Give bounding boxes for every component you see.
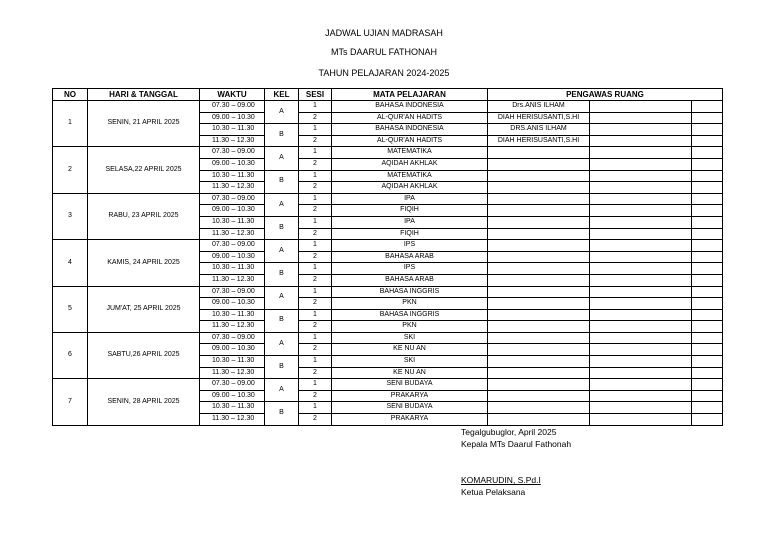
proctor-sign [692, 251, 723, 263]
proctor-sign [692, 356, 723, 368]
proctor-extra [590, 356, 692, 368]
proctor-sign [692, 379, 723, 391]
proctor-sign [692, 170, 723, 182]
table-header-row [53, 89, 723, 101]
subject: PRAKARYA [332, 414, 488, 426]
time-slot: 11.30 – 12.30 [200, 367, 265, 379]
signatory-name: KOMARUDIN, S.Pd.I [461, 475, 541, 485]
time-slot: 11.30 – 12.30 [200, 135, 265, 147]
session-number: 1 [299, 124, 332, 136]
proctor-sign [692, 367, 723, 379]
col-header-mapel: MATA PELAJARAN [332, 89, 488, 101]
proctor [488, 286, 590, 298]
subject: IPS [332, 263, 488, 275]
time-slot: 07.30 – 09.00 [200, 193, 265, 205]
class-group: A [265, 379, 299, 402]
proctor-extra [590, 309, 692, 321]
time-slot: 10.30 – 11.30 [200, 170, 265, 182]
session-number: 1 [299, 286, 332, 298]
proctor-sign [692, 309, 723, 321]
time-slot: 10.30 – 11.30 [200, 263, 265, 275]
subject: IPA [332, 193, 488, 205]
time-slot: 09.00 – 10.30 [200, 112, 265, 124]
table-row [53, 286, 723, 298]
proctor-sign [692, 147, 723, 159]
proctor-extra [590, 332, 692, 344]
session-number: 1 [299, 101, 332, 113]
proctor-sign [692, 240, 723, 252]
school-name: MTs DAARUL FATHONAH [330, 47, 437, 57]
time-slot: 11.30 – 12.30 [200, 414, 265, 426]
class-group: B [265, 124, 299, 147]
time-slot: 10.30 – 11.30 [200, 356, 265, 368]
col-header-pengawas: PENGAWAS RUANG [488, 89, 723, 101]
proctor-extra [590, 205, 692, 217]
class-group: A [265, 101, 299, 124]
subject: KE NU AN [332, 367, 488, 379]
time-slot: 09.00 – 10.30 [200, 205, 265, 217]
proctor-sign [692, 274, 723, 286]
session-number: 1 [299, 216, 332, 228]
class-group: B [265, 309, 299, 332]
session-number: 1 [299, 240, 332, 252]
proctor-extra [590, 147, 692, 159]
class-group: B [265, 356, 299, 379]
proctor [488, 274, 590, 286]
signature-position: Kepala MTs Daarul Fathonah [461, 439, 572, 449]
subject: BAHASA INDONESIA [332, 124, 488, 136]
proctor-extra [590, 251, 692, 263]
academic-year: TAHUN PELAJARAN 2024-2025 [318, 68, 450, 78]
proctor [488, 158, 590, 170]
proctor-sign [692, 286, 723, 298]
time-slot: 11.30 – 12.30 [200, 274, 265, 286]
class-group: A [265, 332, 299, 355]
proctor-extra [590, 228, 692, 240]
time-slot: 07.30 – 09.00 [200, 240, 265, 252]
proctor: DIAH HERISUSANTI,S.HI [488, 112, 590, 124]
time-slot: 10.30 – 11.30 [200, 216, 265, 228]
day-number: 6 [53, 332, 88, 378]
proctor [488, 228, 590, 240]
proctor [488, 356, 590, 368]
proctor-sign [692, 193, 723, 205]
proctor [488, 344, 590, 356]
time-slot: 09.00 – 10.30 [200, 298, 265, 310]
document-title: JADWAL UJIAN MADRASAH [325, 28, 443, 38]
proctor [488, 309, 590, 321]
proctor-sign [692, 263, 723, 275]
subject: IPS [332, 240, 488, 252]
proctor [488, 205, 590, 217]
table-row [53, 240, 723, 252]
class-group: A [265, 240, 299, 263]
table-row [53, 147, 723, 159]
day-date: RABU, 23 APRIL 2025 [88, 193, 200, 239]
subject: PRAKARYA [332, 390, 488, 402]
signature-place-date: Tegalgubuglor, April 2025 [461, 427, 557, 437]
table-row [53, 379, 723, 391]
time-slot: 07.30 – 09.00 [200, 101, 265, 113]
proctor [488, 193, 590, 205]
session-number: 2 [299, 390, 332, 402]
session-number: 2 [299, 182, 332, 194]
proctor [488, 147, 590, 159]
proctor [488, 321, 590, 333]
proctor-sign [692, 298, 723, 310]
proctor-extra [590, 390, 692, 402]
proctor-sign [692, 135, 723, 147]
table-row [53, 101, 723, 113]
proctor: DIAH HERISUSANTI,S.HI [488, 135, 590, 147]
signatory-role: Ketua Pelaksana [461, 487, 526, 497]
session-number: 2 [299, 367, 332, 379]
proctor-sign [692, 402, 723, 414]
proctor-sign [692, 112, 723, 124]
proctor [488, 240, 590, 252]
time-slot: 09.00 – 10.30 [200, 390, 265, 402]
subject: AQIDAH AKHLAK [332, 158, 488, 170]
subject: SENI BUDAYA [332, 402, 488, 414]
proctor-sign [692, 332, 723, 344]
proctor-extra [590, 367, 692, 379]
session-number: 1 [299, 263, 332, 275]
proctor [488, 170, 590, 182]
proctor [488, 182, 590, 194]
proctor [488, 263, 590, 275]
proctor-sign [692, 228, 723, 240]
proctor: DRS.ANIS ILHAM [488, 124, 590, 136]
table-row [53, 193, 723, 205]
time-slot: 07.30 – 09.00 [200, 147, 265, 159]
proctor-sign [692, 216, 723, 228]
day-number: 1 [53, 101, 88, 147]
day-number: 5 [53, 286, 88, 332]
proctor-extra [590, 182, 692, 194]
class-group: B [265, 402, 299, 425]
day-number: 3 [53, 193, 88, 239]
proctor-extra [590, 101, 692, 113]
session-number: 1 [299, 402, 332, 414]
subject: SKI [332, 356, 488, 368]
day-date: SELASA,22 APRIL 2025 [88, 147, 200, 193]
col-header-kel: KEL [265, 89, 299, 101]
day-date: JUM'AT, 25 APRIL 2025 [88, 286, 200, 332]
subject: FIQIH [332, 205, 488, 217]
subject: BAHASA ARAB [332, 251, 488, 263]
col-header-no: NO [53, 89, 88, 101]
class-group: A [265, 193, 299, 216]
proctor [488, 216, 590, 228]
proctor-extra [590, 344, 692, 356]
session-number: 2 [299, 298, 332, 310]
subject: AL-QUR'AN HADITS [332, 135, 488, 147]
day-date: SABTU,26 APRIL 2025 [88, 332, 200, 378]
table-row [53, 332, 723, 344]
subject: IPA [332, 216, 488, 228]
proctor-extra [590, 298, 692, 310]
day-date: SENIN, 21 APRIL 2025 [88, 101, 200, 147]
proctor-extra [590, 124, 692, 136]
proctor-sign [692, 124, 723, 136]
exam-schedule-table [52, 88, 723, 426]
time-slot: 11.30 – 12.30 [200, 321, 265, 333]
proctor-extra [590, 135, 692, 147]
proctor [488, 298, 590, 310]
session-number: 1 [299, 147, 332, 159]
subject: SENI BUDAYA [332, 379, 488, 391]
time-slot: 11.30 – 12.30 [200, 228, 265, 240]
proctor-extra [590, 274, 692, 286]
subject: BAHASA INGGRIS [332, 309, 488, 321]
proctor [488, 332, 590, 344]
schedule-body [53, 101, 723, 426]
class-group: B [265, 216, 299, 239]
time-slot: 10.30 – 11.30 [200, 124, 265, 136]
col-header-hari: HARI & TANGGAL [88, 89, 200, 101]
proctor [488, 390, 590, 402]
proctor-extra [590, 286, 692, 298]
session-number: 2 [299, 228, 332, 240]
class-group: B [265, 263, 299, 286]
proctor [488, 251, 590, 263]
proctor-sign [692, 158, 723, 170]
subject: KE NU AN [332, 344, 488, 356]
time-slot: 07.30 – 09.00 [200, 286, 265, 298]
session-number: 1 [299, 193, 332, 205]
day-date: KAMIS, 24 APRIL 2025 [88, 240, 200, 286]
proctor [488, 414, 590, 426]
time-slot: 10.30 – 11.30 [200, 309, 265, 321]
subject: MATEMATIKA [332, 170, 488, 182]
proctor-extra [590, 240, 692, 252]
day-date: SENIN, 28 APRIL 2025 [88, 379, 200, 425]
session-number: 1 [299, 356, 332, 368]
proctor-sign [692, 205, 723, 217]
session-number: 1 [299, 332, 332, 344]
session-number: 2 [299, 321, 332, 333]
proctor-extra [590, 193, 692, 205]
session-number: 2 [299, 112, 332, 124]
class-group: A [265, 286, 299, 309]
col-header-sesi: SESI [299, 89, 332, 101]
col-header-waktu: WAKTU [200, 89, 265, 101]
day-number: 2 [53, 147, 88, 193]
time-slot: 09.00 – 10.30 [200, 344, 265, 356]
time-slot: 09.00 – 10.30 [200, 251, 265, 263]
proctor-extra [590, 112, 692, 124]
proctor: Drs.ANIS ILHAM [488, 101, 590, 113]
proctor [488, 379, 590, 391]
session-number: 1 [299, 170, 332, 182]
proctor [488, 402, 590, 414]
session-number: 2 [299, 251, 332, 263]
time-slot: 07.30 – 09.00 [200, 332, 265, 344]
proctor-extra [590, 158, 692, 170]
subject: PKN [332, 321, 488, 333]
proctor-sign [692, 344, 723, 356]
proctor-sign [692, 182, 723, 194]
time-slot: 11.30 – 12.30 [200, 182, 265, 194]
proctor-extra [590, 170, 692, 182]
session-number: 1 [299, 379, 332, 391]
day-number: 4 [53, 240, 88, 286]
proctor [488, 367, 590, 379]
proctor-sign [692, 390, 723, 402]
proctor-extra [590, 414, 692, 426]
session-number: 2 [299, 205, 332, 217]
proctor-sign [692, 414, 723, 426]
proctor-extra [590, 216, 692, 228]
subject: AQIDAH AKHLAK [332, 182, 488, 194]
proctor-extra [590, 263, 692, 275]
session-number: 2 [299, 344, 332, 356]
subject: BAHASA INGGRIS [332, 286, 488, 298]
subject: MATEMATIKA [332, 147, 488, 159]
proctor-extra [590, 402, 692, 414]
time-slot: 07.30 – 09.00 [200, 379, 265, 391]
day-number: 7 [53, 379, 88, 425]
time-slot: 09.00 – 10.30 [200, 158, 265, 170]
proctor-extra [590, 379, 692, 391]
class-group: B [265, 170, 299, 193]
session-number: 2 [299, 274, 332, 286]
proctor-sign [692, 101, 723, 113]
session-number: 2 [299, 414, 332, 426]
proctor-sign [692, 321, 723, 333]
session-number: 2 [299, 158, 332, 170]
subject: FIQIH [332, 228, 488, 240]
time-slot: 10.30 – 11.30 [200, 402, 265, 414]
subject: BAHASA ARAB [332, 274, 488, 286]
subject: SKI [332, 332, 488, 344]
subject: BAHASA INDONESIA [332, 101, 488, 113]
session-number: 1 [299, 309, 332, 321]
session-number: 2 [299, 135, 332, 147]
subject: AL-QUR'AN HADITS [332, 112, 488, 124]
proctor-extra [590, 321, 692, 333]
class-group: A [265, 147, 299, 170]
subject: PKN [332, 298, 488, 310]
